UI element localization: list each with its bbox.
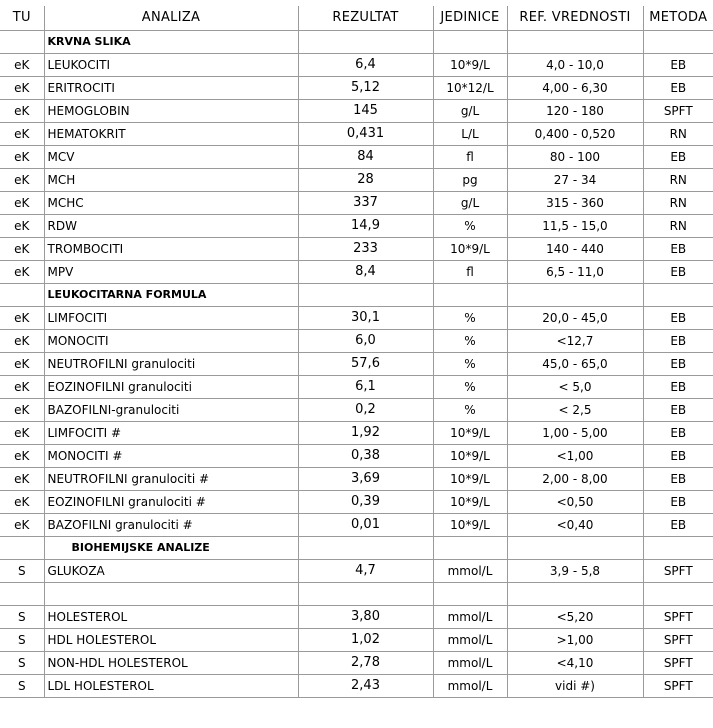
table-row	[0, 491, 713, 514]
result-value: 5,12	[298, 77, 433, 100]
tu-cell: eK	[0, 215, 44, 238]
tu-cell: eK	[0, 146, 44, 169]
result-value: 30,1	[298, 307, 433, 330]
header-jedinice: JEDINICE	[433, 6, 507, 31]
method-cell: EB	[643, 468, 713, 491]
section-empty-cell	[433, 284, 507, 307]
tu-cell: eK	[0, 192, 44, 215]
unit-cell: L/L	[433, 123, 507, 146]
section-title: KRVNA SLIKA	[44, 31, 298, 54]
unit-cell: mmol/L	[433, 652, 507, 675]
section-empty-cell	[298, 284, 433, 307]
section-row	[0, 284, 713, 307]
table-row	[0, 399, 713, 422]
table-row	[0, 353, 713, 376]
blank-cell	[0, 583, 44, 606]
blank-cell	[44, 583, 298, 606]
header-analiza: ANALIZA	[44, 6, 298, 31]
unit-cell: %	[433, 353, 507, 376]
method-cell: EB	[643, 146, 713, 169]
result-value: 14,9	[298, 215, 433, 238]
analysis-name: LEUKOCITI	[44, 54, 298, 77]
section-empty-cell	[507, 31, 643, 54]
method-cell: EB	[643, 54, 713, 77]
unit-cell: fl	[433, 261, 507, 284]
result-value: 2,43	[298, 675, 433, 698]
reference-range: <5,20	[507, 606, 643, 629]
table-row	[0, 675, 713, 698]
analysis-name: EOZINOFILNI granulociti #	[44, 491, 298, 514]
result-value: 2,78	[298, 652, 433, 675]
table-row	[0, 77, 713, 100]
result-value: 3,80	[298, 606, 433, 629]
table-row	[0, 652, 713, 675]
method-cell: SPFT	[643, 560, 713, 583]
result-value: 1,02	[298, 629, 433, 652]
result-value: 0,38	[298, 445, 433, 468]
table-row	[0, 376, 713, 399]
section-title: LEUKOCITARNA FORMULA	[44, 284, 298, 307]
section-empty-cell	[298, 537, 433, 560]
analysis-name: ERITROCITI	[44, 77, 298, 100]
unit-cell: 10*12/L	[433, 77, 507, 100]
result-value: 6,4	[298, 54, 433, 77]
method-cell: EB	[643, 77, 713, 100]
table-row	[0, 422, 713, 445]
header-tu: TU	[0, 6, 44, 31]
tu-cell: eK	[0, 238, 44, 261]
table-row	[0, 123, 713, 146]
unit-cell: 10*9/L	[433, 468, 507, 491]
lab-results-table	[0, 6, 713, 698]
analysis-name: MCH	[44, 169, 298, 192]
table-row	[0, 192, 713, 215]
section-row	[0, 31, 713, 54]
tu-cell: eK	[0, 54, 44, 77]
reference-range: vidi #)	[507, 675, 643, 698]
analysis-name: MONOCITI #	[44, 445, 298, 468]
result-value: 0,01	[298, 514, 433, 537]
analysis-name: MONOCITI	[44, 330, 298, 353]
result-value: 0,2	[298, 399, 433, 422]
section-empty-cell	[643, 284, 713, 307]
reference-range: 2,00 - 8,00	[507, 468, 643, 491]
tu-cell: eK	[0, 468, 44, 491]
table-row	[0, 100, 713, 123]
result-value: 8,4	[298, 261, 433, 284]
tu-cell: S	[0, 606, 44, 629]
unit-cell: mmol/L	[433, 560, 507, 583]
section-empty-cell	[507, 284, 643, 307]
method-cell: EB	[643, 261, 713, 284]
reference-range: 11,5 - 15,0	[507, 215, 643, 238]
result-value: 3,69	[298, 468, 433, 491]
analysis-name: BAZOFILNI granulociti #	[44, 514, 298, 537]
analysis-name: NON-HDL HOLESTEROL	[44, 652, 298, 675]
section-empty-cell	[507, 537, 643, 560]
analysis-name: LDL HOLESTEROL	[44, 675, 298, 698]
blank-row	[0, 583, 713, 606]
analysis-name: EOZINOFILNI granulociti	[44, 376, 298, 399]
reference-range: >1,00	[507, 629, 643, 652]
unit-cell: mmol/L	[433, 675, 507, 698]
section-empty-cell	[298, 31, 433, 54]
tu-cell: eK	[0, 169, 44, 192]
result-value: 6,0	[298, 330, 433, 353]
reference-range: 27 - 34	[507, 169, 643, 192]
tu-cell: eK	[0, 330, 44, 353]
method-cell: RN	[643, 123, 713, 146]
method-cell: RN	[643, 215, 713, 238]
reference-range: 20,0 - 45,0	[507, 307, 643, 330]
unit-cell: 10*9/L	[433, 238, 507, 261]
unit-cell: fl	[433, 146, 507, 169]
unit-cell: 10*9/L	[433, 514, 507, 537]
reference-range: 1,00 - 5,00	[507, 422, 643, 445]
reference-range: 0,400 - 0,520	[507, 123, 643, 146]
unit-cell: %	[433, 376, 507, 399]
result-value: 84	[298, 146, 433, 169]
section-tu-cell	[0, 31, 44, 54]
analysis-name: BAZOFILNI-granulociti	[44, 399, 298, 422]
unit-cell: mmol/L	[433, 629, 507, 652]
reference-range: <0,50	[507, 491, 643, 514]
tu-cell: eK	[0, 353, 44, 376]
table-row	[0, 560, 713, 583]
analysis-name: MCV	[44, 146, 298, 169]
method-cell: EB	[643, 376, 713, 399]
blank-cell	[298, 583, 433, 606]
reference-range: 315 - 360	[507, 192, 643, 215]
reference-range: <4,10	[507, 652, 643, 675]
section-empty-cell	[433, 31, 507, 54]
unit-cell: pg	[433, 169, 507, 192]
table-row	[0, 54, 713, 77]
unit-cell: %	[433, 307, 507, 330]
result-value: 233	[298, 238, 433, 261]
reference-range: <12,7	[507, 330, 643, 353]
method-cell: EB	[643, 330, 713, 353]
method-cell: EB	[643, 353, 713, 376]
tu-cell: eK	[0, 123, 44, 146]
table-row	[0, 606, 713, 629]
section-empty-cell	[643, 31, 713, 54]
result-value: 57,6	[298, 353, 433, 376]
reference-range: 45,0 - 65,0	[507, 353, 643, 376]
tu-cell: eK	[0, 491, 44, 514]
reference-range: < 2,5	[507, 399, 643, 422]
result-value: 1,92	[298, 422, 433, 445]
reference-range: 140 - 440	[507, 238, 643, 261]
reference-range: <0,40	[507, 514, 643, 537]
analysis-name: TROMBOCITI	[44, 238, 298, 261]
result-value: 28	[298, 169, 433, 192]
table-row	[0, 629, 713, 652]
analysis-name: LIMFOCITI #	[44, 422, 298, 445]
table-row	[0, 514, 713, 537]
tu-cell: eK	[0, 307, 44, 330]
table-row	[0, 146, 713, 169]
method-cell: EB	[643, 307, 713, 330]
table-row	[0, 261, 713, 284]
tu-cell: S	[0, 629, 44, 652]
section-empty-cell	[433, 537, 507, 560]
section-empty-cell	[643, 537, 713, 560]
tu-cell: S	[0, 675, 44, 698]
analysis-name: NEUTROFILNI granulociti	[44, 353, 298, 376]
table-row	[0, 215, 713, 238]
result-value: 145	[298, 100, 433, 123]
section-row	[0, 537, 713, 560]
reference-range: 3,9 - 5,8	[507, 560, 643, 583]
section-tu-cell	[0, 537, 44, 560]
blank-cell	[507, 583, 643, 606]
unit-cell: mmol/L	[433, 606, 507, 629]
unit-cell: %	[433, 215, 507, 238]
tu-cell: eK	[0, 514, 44, 537]
tu-cell: eK	[0, 77, 44, 100]
tu-cell: eK	[0, 445, 44, 468]
analysis-name: HDL HOLESTEROL	[44, 629, 298, 652]
method-cell: EB	[643, 491, 713, 514]
table-row	[0, 307, 713, 330]
table-row	[0, 468, 713, 491]
method-cell: RN	[643, 169, 713, 192]
section-tu-cell	[0, 284, 44, 307]
result-value: 337	[298, 192, 433, 215]
method-cell: SPFT	[643, 100, 713, 123]
header-ref: REF. VREDNOSTI	[507, 6, 643, 31]
method-cell: EB	[643, 422, 713, 445]
section-title: BIOHEMIJSKE ANALIZE	[44, 537, 298, 560]
method-cell: SPFT	[643, 675, 713, 698]
table-row	[0, 169, 713, 192]
table-row	[0, 238, 713, 261]
unit-cell: %	[433, 330, 507, 353]
result-value: 0,39	[298, 491, 433, 514]
tu-cell: eK	[0, 261, 44, 284]
tu-cell: eK	[0, 399, 44, 422]
result-value: 6,1	[298, 376, 433, 399]
analysis-name: HOLESTEROL	[44, 606, 298, 629]
header-rezultat: REZULTAT	[298, 6, 433, 31]
unit-cell: 10*9/L	[433, 54, 507, 77]
method-cell: RN	[643, 192, 713, 215]
header-metoda: METODA	[643, 6, 713, 31]
result-value: 0,431	[298, 123, 433, 146]
method-cell: EB	[643, 238, 713, 261]
analysis-name: NEUTROFILNI granulociti #	[44, 468, 298, 491]
blank-cell	[433, 583, 507, 606]
reference-range: 4,00 - 6,30	[507, 77, 643, 100]
blank-cell	[643, 583, 713, 606]
analysis-name: HEMOGLOBIN	[44, 100, 298, 123]
analysis-name: MCHC	[44, 192, 298, 215]
reference-range: 120 - 180	[507, 100, 643, 123]
analysis-name: MPV	[44, 261, 298, 284]
analysis-name: HEMATOKRIT	[44, 123, 298, 146]
tu-cell: S	[0, 560, 44, 583]
reference-range: 80 - 100	[507, 146, 643, 169]
unit-cell: %	[433, 399, 507, 422]
table-row	[0, 445, 713, 468]
analysis-name: LIMFOCITI	[44, 307, 298, 330]
method-cell: EB	[643, 445, 713, 468]
method-cell: SPFT	[643, 606, 713, 629]
reference-range: 6,5 - 11,0	[507, 261, 643, 284]
table-row	[0, 330, 713, 353]
unit-cell: g/L	[433, 100, 507, 123]
method-cell: SPFT	[643, 629, 713, 652]
analysis-name: GLUKOZA	[44, 560, 298, 583]
tu-cell: S	[0, 652, 44, 675]
result-value: 4,7	[298, 560, 433, 583]
method-cell: SPFT	[643, 652, 713, 675]
method-cell: EB	[643, 514, 713, 537]
tu-cell: eK	[0, 422, 44, 445]
reference-range: <1,00	[507, 445, 643, 468]
unit-cell: 10*9/L	[433, 445, 507, 468]
analysis-name: RDW	[44, 215, 298, 238]
tu-cell: eK	[0, 100, 44, 123]
unit-cell: 10*9/L	[433, 491, 507, 514]
unit-cell: 10*9/L	[433, 422, 507, 445]
method-cell: EB	[643, 399, 713, 422]
reference-range: < 5,0	[507, 376, 643, 399]
header-row	[0, 6, 713, 31]
reference-range: 4,0 - 10,0	[507, 54, 643, 77]
tu-cell: eK	[0, 376, 44, 399]
unit-cell: g/L	[433, 192, 507, 215]
